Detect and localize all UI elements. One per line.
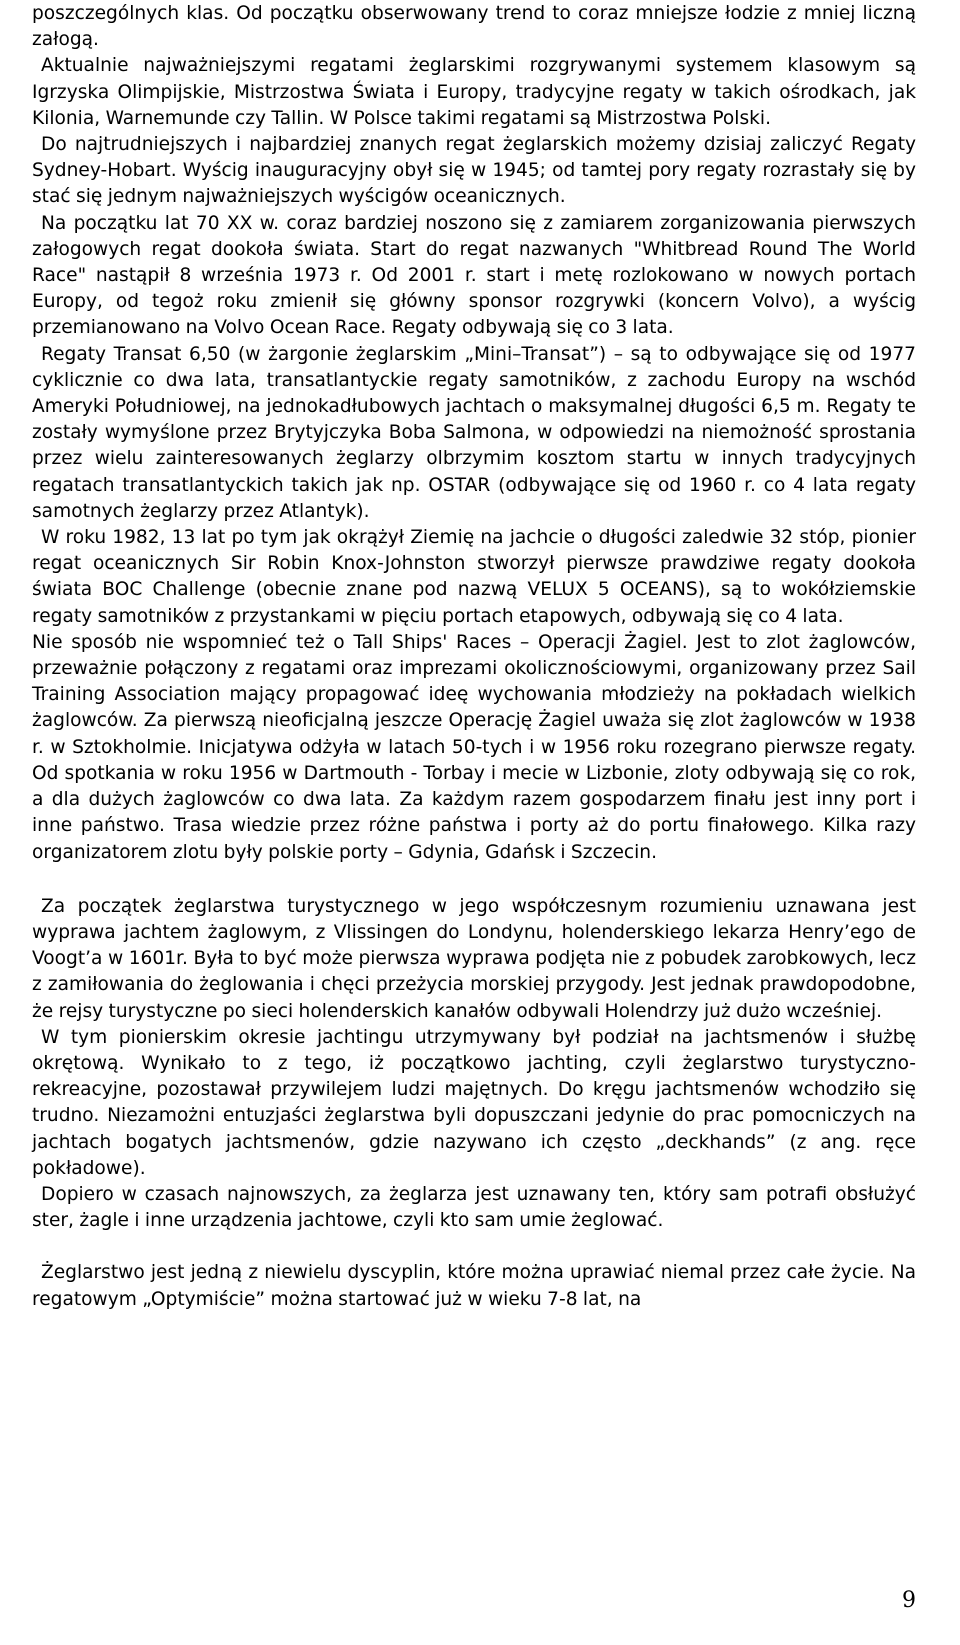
paragraph-3: Do najtrudniejszych i najbardziej znanych regat żeglarskich możemy dzisiaj zaliczyć Regaty Sydney-Hobart. Wyścig inauguracyjny obył się w 1945; od tamtej pory regaty rozrastały się by stać się jednym najważniejszych wyścigów oceanicznych. [32,134,916,208]
paragraph-11: Żeglarstwo jest jedną z niewielu dyscyplin, które można uprawiać niemal przez całe życie. Na regatowym „Optymiście” można startować już w wieku 7-8 lat, na [32,1262,916,1310]
paragraph-7: Nie sposób nie wspomnieć też o Tall Ships' Races – Operacji Żagiel. Jest to zlot żaglowców, przeważnie połączony z regatami oraz imprezami okolicznościowymi, organizowany przez Sail Training Association mający propagować ideę wychowania młodzieży na pokładach wielkich żaglowców. Za pierwszą nieoficjalną jeszcze Operację Żagiel uważa się zlot żaglowców w 1938 r. w Sztokholmie. Inicjatywa odżyła w latach 50-tych i w 1956 roku rozegrano pierwsze regaty. Od spotkania w roku 1956 w Dartmouth - Torbay i mecie w Lizbonie, zloty odbywają się co rok, a dla dużych żaglowców co dwa lata. Za każdym razem gospodarzem finału jest inny port i inne państwo. Trasa wiedzie przez różne państwa i porty aż do portu finałowego. Kilka razy organizatorem zlotu były polskie porty – Gdynia, Gdańsk i Szczecin. [32,631,916,863]
paragraph-2: Aktualnie najważniejszymi regatami żeglarskimi rozgrywanymi systemem klasowym są Igrzyska Olimpijskie, Mistrzostwa Świata i Europy, tradycyjne regaty w takich ośrodkach, jak Kilonia, Warnemunde czy Tallin. W Polsce takimi regatami są Mistrzostwa Polski. [32,55,916,129]
paragraph-8: Za początek żeglarstwa turystycznego w jego współczesnym rozumieniu uznawana jest wyprawa jachtem żaglowym, z Vlissingen do Londynu, holenderskiego lekarza Henry’ego de Voogt’a w 1601r. Była to być może pierwsza wyprawa podjęta nie z pobudek zarobkowych, lecz z zamiłowania do żeglowania i chęci przeżycia morskiej przygody. Jest jednak prawdopodobne, że rejsy turystyczne po sieci holenderskich kanałów odbywali Holendrzy już dużo wcześniej. [32,895,916,1022]
paragraph-6: W roku 1982, 13 lat po tym jak okrążył Ziemię na jachcie o długości zaledwie 32 stóp, pionier regat oceanicznych Sir Robin Knox-Johnston stworzył pierwsze prawdziwe regaty dookoła świata BOC Challenge (obecnie znane pod nazwą VELUX 5 OCEANS), są to wokółziemskie regaty samotników z przystankami w pięciu portach etapowych, odbywają się co 4 lata. [32,527,916,627]
paragraph-10: Dopiero w czasach najnowszych, za żeglarza jest uznawany ten, który sam potrafi obsłużyć ster, żagle i inne urządzenia jachtowe, czyli kto sam umie żeglować. [32,1183,916,1232]
paragraph-9: W tym pionierskim okresie jachtingu utrzymywany był podział na jachtsmenów i służbę okrętową. Wynikało to z tego, iż początkowo jachting, czyli żeglarstwo turystyczno-rekreacyjne, pozostawał przywilejem ludzi majętnych. Do kręgu jachtsmenów wchodziło się trudno. Niezamożni entuzjaści żeglarstwa byli dopuszczani jedynie do prac pomocniczych na jachtach bogatych jachtsmenów, gdzie nazywano ich często „deckhands” (z ang. ręce pokładowe). [32,1026,916,1179]
paragraph-4: Na początku lat 70 XX w. coraz bardziej noszono się z zamiarem zorganizowania pierwszych załogowych regat dookoła świata. Start do regat nazwanych "Whitbread Round The World Race" nastąpił 8 września 1973 r. Od 2001 r. start i metę rozlokowano w nowych portach Europy, od tegoż roku zmienił się główny sponsor rozgrywki (koncern Volvo), a wyścig przemianowano na Volvo Ocean Race. Regaty odbywają się co 3 lata. [32,212,916,339]
page-number: 9 [902,1588,916,1613]
paragraph-5: Regaty Transat 6,50 (w żargonie żeglarskim „Mini–Transat”) – są to odbywające się od 1977 cyklicznie co dwa lata, transatlantyckie regaty samotników, z zachodu Europy na wschód Ameryki Południowej, na jednokadłubowych jachtach o maksymalnej długości 6,5 m. Regaty te zostały wymyślone przez Brytyjczyka Boba Salmona, w odpowiedzi na niemożność sprostania przez wielu zainteresowanych żeglarzy olbrzymim kosztom startu w innych tradycyjnych regatach transatlantyckich takich jak np. OSTAR (odbywające się od 1960 r. co 4 lata regaty samotnych żeglarzy przez Atlantyk). [32,343,916,522]
paragraph-1: poszczególnych klas. Od początku obserwowany trend to coraz mniejsze łodzie z mniej liczną załogą. [32,3,916,51]
